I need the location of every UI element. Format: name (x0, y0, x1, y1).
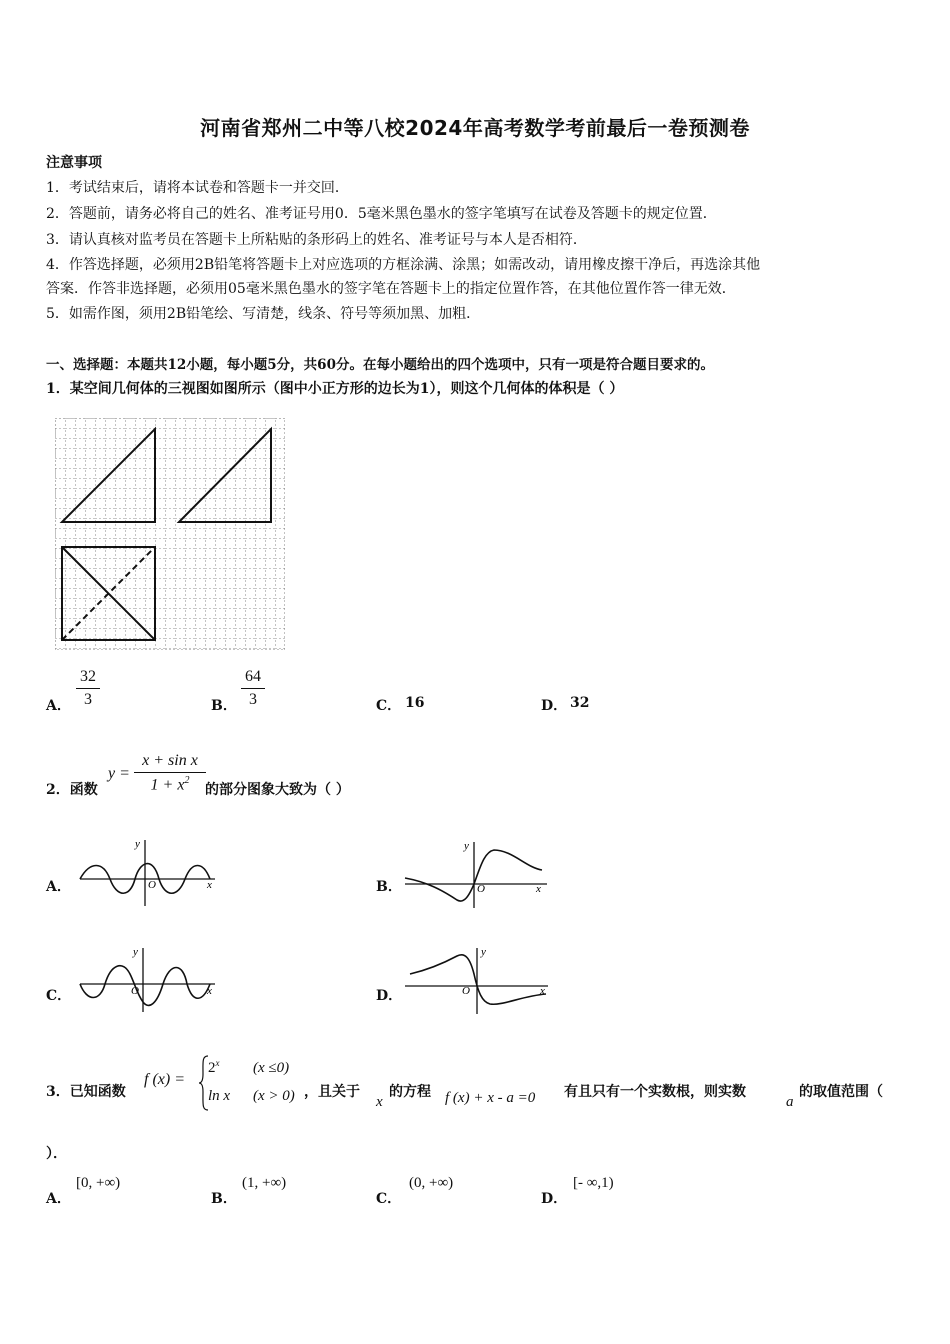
q2-option-b-label: B． (376, 879, 402, 895)
q1-option-a-label: A． (46, 698, 71, 714)
q1-option-d-value: 32 (570, 695, 590, 711)
q3-mid3: 有且只有一个实数根，则实数 (564, 1084, 746, 1100)
notice-heading: 注意事项 (46, 155, 102, 171)
q2-option-c-label: C． (46, 988, 72, 1004)
q3-var-x: x (376, 1094, 383, 1110)
svg-text:x: x (207, 879, 212, 891)
q3-option-a-value: [0, +∞) (76, 1175, 121, 1191)
q3-case1-cond: (x ≤0) (253, 1060, 290, 1076)
notice-item: 4．作答选择题，必须用2B铅笔将答题卡上对应选项的方框涂满、涂黑；如需改动，请用橡皮擦干净后，再选涂其他 (46, 257, 761, 273)
q3-equation: f (x) + x - a =0 (445, 1090, 536, 1106)
svg-text:x: x (540, 985, 545, 997)
svg-text:O: O (462, 985, 470, 997)
notice-item: 1．考试结束后，请将本试卷和答题卡一并交回． (46, 180, 349, 196)
q3-case2-expr: ln x (208, 1088, 231, 1104)
q1-option-c-value: 16 (405, 695, 425, 711)
q1-option-b-fraction: 64 3 (241, 668, 265, 709)
q3-mid1: ，且关于 (304, 1084, 360, 1100)
q3-mid2: 的方程 (389, 1084, 431, 1100)
q1-option-a-fraction: 32 3 (76, 668, 100, 709)
q3-case1-expr: 2$^x$ (208, 1058, 220, 1076)
notice-item: 3．请认真核对监考员在答题卡上所粘贴的条形码上的姓名、准考证号与本人是否相符． (46, 232, 587, 248)
q2-graph-b (402, 838, 550, 910)
three-view-figure (55, 418, 285, 650)
svg-text:y: y (464, 840, 469, 852)
q1-option-b-label: B． (211, 698, 237, 714)
notice-item: 答案．作答非选择题，必须用05毫米黑色墨水的签字笔在答题卡上的指定位置作答，在其他位置作答一律无效． (46, 281, 736, 297)
svg-text:O: O (131, 985, 139, 997)
q3-case2-cond: (x > 0) (253, 1088, 295, 1104)
q3-end: ）． (46, 1146, 67, 1162)
q3-option-d-label: D． (541, 1191, 568, 1207)
svg-text:y: y (133, 946, 138, 958)
q3-option-c-value: (0, +∞) (409, 1175, 454, 1191)
notice-item: 2．答题前，请务必将自己的姓名、准考证号用0．5毫米黑色墨水的签字笔填写在试卷及答题卡的规定位置． (46, 206, 717, 222)
q3-var-a: a (786, 1094, 794, 1110)
q3-option-b-label: B． (211, 1191, 237, 1207)
q3-option-a-label: A． (46, 1191, 71, 1207)
svg-text:x: x (207, 985, 212, 997)
q2-graph-c (75, 944, 220, 1014)
svg-text:y: y (135, 838, 140, 850)
q1-option-d-label: D． (541, 698, 568, 714)
q2-lead: 2．函数 (46, 782, 98, 798)
svg-text:O: O (148, 879, 156, 891)
page-title: 河南省郑州二中等八校2024年高考数学考前最后一卷预测卷 (200, 116, 750, 140)
q3-mid4: 的取值范围（ (799, 1084, 883, 1100)
q2-tail: 的部分图象大致为（ ） (205, 782, 350, 798)
q2-graph-d (402, 944, 552, 1016)
q2-fraction: x + sin x $1 + x^2$ (134, 752, 206, 794)
q3-option-d-value: [- ∞,1) (573, 1175, 614, 1191)
section-heading: 一、选择题：本题共12小题，每小题5分，共60分。在每小题给出的四个选项中，只有一项是符合题目要求的。 (46, 357, 714, 373)
q3-lead: 3．已知函数 (46, 1084, 126, 1100)
svg-text:y: y (481, 946, 486, 958)
svg-text:x: x (536, 883, 541, 895)
svg-text:O: O (477, 883, 485, 895)
q2-option-a-label: A． (46, 879, 71, 895)
q1-option-c-label: C． (376, 698, 402, 714)
q2-graph-a (75, 836, 220, 908)
q3-option-c-label: C． (376, 1191, 402, 1207)
q1-stem: 1．某空间几何体的三视图如图所示（图中小正方形的边长为1），则这个几何体的体积是（ ） (46, 381, 624, 397)
notice-item: 5．如需作图，须用2B铅笔绘、写清楚，线条、符号等须加黑、加粗． (46, 306, 481, 322)
q2-y-label: y = (108, 765, 130, 782)
q3-option-b-value: (1, +∞) (242, 1175, 287, 1191)
q3-fx: f (x) = (144, 1071, 185, 1088)
q2-option-d-label: D． (376, 988, 403, 1004)
